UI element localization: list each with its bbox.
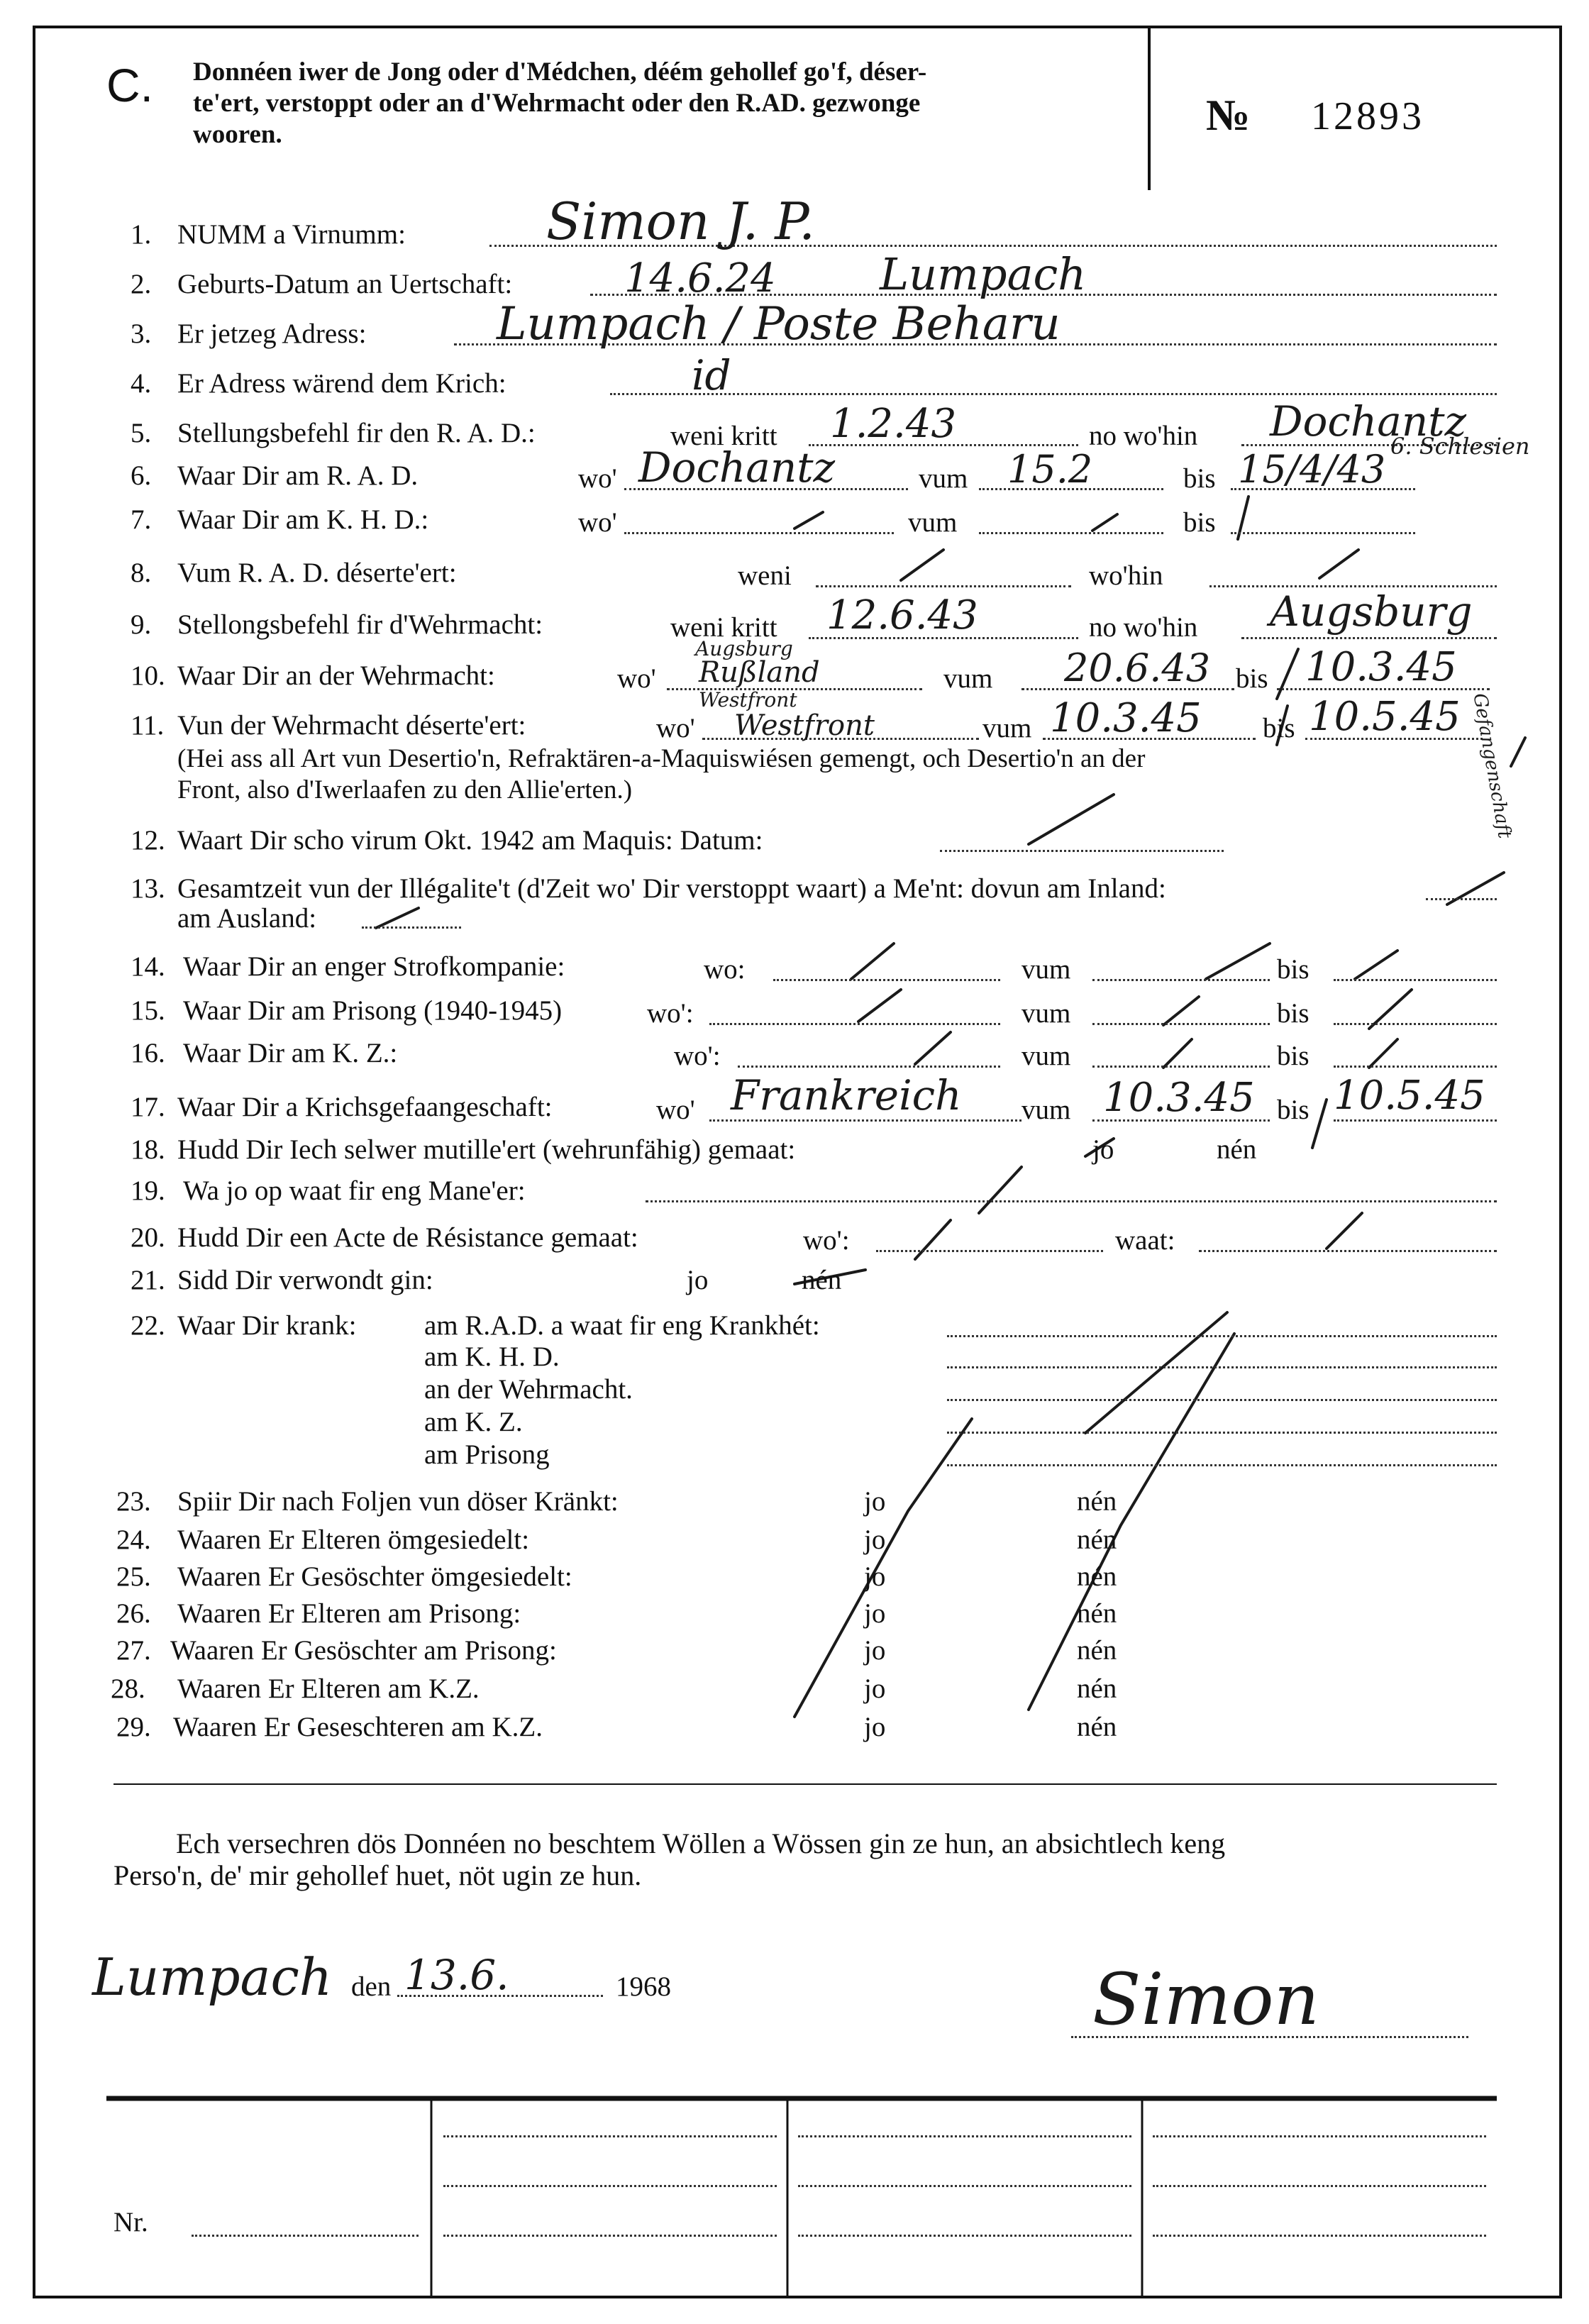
handwritten-place: Augsburg (1270, 587, 1473, 636)
row-number: 26. (116, 1598, 151, 1629)
fill-line (192, 2235, 419, 2237)
row-label: Spiir Dir nach Foljen vun döser Kränkt: (177, 1486, 619, 1517)
row-label: Waar Dir a Krichsgefaangeschaft: (177, 1092, 553, 1122)
fill-line (1199, 1250, 1497, 1252)
vum-label: vum (1022, 954, 1071, 985)
handwritten-note: 6. Schlesien (1390, 433, 1530, 460)
vum-label: vum (982, 713, 1032, 743)
weni-label: weni kritt (670, 421, 777, 451)
handwritten-place: Frankreich (731, 1071, 962, 1119)
row-label: Stellongsbefehl fir d'Wehrmacht: (177, 609, 543, 640)
slash-r14-wo (851, 944, 894, 979)
header-title-line: te'ert, verstoppt oder an d'Wehrmacht oder den R.AD. gezwonge (193, 89, 921, 118)
fill-line (709, 1023, 1000, 1025)
fill-line (1153, 2235, 1486, 2237)
row-number: 2. (131, 269, 152, 299)
wohin-label: no wo'hin (1089, 612, 1198, 643)
fill-line (443, 2135, 777, 2137)
jo-option: jo (864, 1561, 886, 1592)
handwritten-date: 1.2.43 (830, 401, 957, 447)
fill-line (798, 2185, 1131, 2187)
handwritten-date: 10.3.45 (1103, 1075, 1255, 1121)
row-label: Sidd Dir verwondt gin: (177, 1265, 433, 1295)
vum-label: vum (908, 507, 958, 538)
fill-line (1334, 979, 1497, 981)
slash-r10-bis (1277, 649, 1298, 699)
row-number: 1. (131, 219, 152, 250)
row-label: NUMM a Virnumm: (177, 219, 406, 250)
fill-line (947, 1335, 1497, 1337)
fill-line (624, 532, 894, 534)
jo-option: jo (864, 1598, 886, 1629)
fill-line (443, 2235, 777, 2237)
row-number: 19. (131, 1175, 165, 1206)
handwritten-war-address: id (692, 351, 731, 399)
nen-option: nén (1077, 1673, 1117, 1704)
fill-line (1153, 2135, 1486, 2137)
row-label: Hudd Dir Iech selwer mutille'ert (wehrunfähig) gemaat: (177, 1134, 796, 1165)
slash-r15-wo (858, 990, 901, 1022)
fill-line (610, 393, 1497, 395)
handwritten-place-top: Augsburg (695, 637, 793, 660)
bis-label: bis (1236, 663, 1268, 694)
row-number: 16. (131, 1038, 165, 1068)
wohin-label: wo'hin (1089, 560, 1163, 591)
row-label: Waaren Er Elteren am Prisong: (177, 1598, 521, 1629)
fill-line (940, 850, 1224, 852)
bis-label: bis (1277, 1041, 1310, 1071)
slash-r13-ausland (376, 908, 419, 928)
slash-r12 (1029, 795, 1114, 844)
jo-option: jo (864, 1673, 886, 1704)
row-sub-label: am K. Z. (424, 1407, 523, 1437)
row-number: 17. (131, 1092, 165, 1122)
row-number: 4. (131, 368, 152, 399)
handwritten-birthdate: 14.6.24 (624, 255, 776, 301)
fill-line (1092, 1023, 1270, 1025)
wo-label: wo': (674, 1041, 721, 1071)
fill-line (1334, 1066, 1497, 1068)
row-label: Waar Dir an enger Strofkompanie: (183, 951, 565, 982)
wo-label: wo': (647, 998, 694, 1029)
row-label: Er jetzeg Adress: (177, 319, 367, 349)
row-number: 3. (131, 319, 152, 349)
slash-r17-bis (1312, 1100, 1327, 1148)
bis-label: bis (1277, 1095, 1310, 1125)
slash-r7-wo (794, 512, 823, 529)
row-label: Waaren Er Gesöschter am Prisong: (170, 1635, 557, 1666)
row-label: Waar Dir am K. H. D.: (177, 504, 429, 535)
slash-r20-waat (1327, 1213, 1362, 1249)
fill-line (1334, 1023, 1497, 1025)
header-title (193, 57, 926, 150)
row-number: 25. (116, 1561, 151, 1592)
row-sub-label: an der Wehrmacht. (424, 1374, 633, 1405)
row-number: 27. (116, 1635, 151, 1666)
row-sub-label: am R.A.D. a waat fir eng Krankhét: (424, 1310, 820, 1341)
nen-option: nén (1077, 1635, 1117, 1666)
row-number: 29. (116, 1712, 151, 1742)
nen-option: nén (802, 1265, 842, 1295)
fill-line (646, 1200, 1497, 1202)
handwritten-date: 10.5.45 (1309, 694, 1461, 740)
jo-option: jo (864, 1486, 886, 1517)
row-label: Er Adress wärend dem Krich: (177, 368, 506, 399)
bis-label: bis (1183, 463, 1216, 494)
bis-label: bis (1277, 998, 1310, 1029)
row-number: 15. (131, 995, 165, 1026)
row-number: 6. (131, 460, 152, 491)
row-label: Waar Dir am K. Z.: (183, 1038, 398, 1068)
nen-option: nén (1077, 1561, 1117, 1592)
jo-option: jo (864, 1525, 886, 1555)
row-number: 7. (131, 504, 152, 535)
handwritten-name: Simon J. P. (546, 192, 816, 251)
row-label: Waar Dir krank: (177, 1310, 357, 1341)
nen-option: nén (1077, 1525, 1117, 1555)
fill-line (1153, 2185, 1486, 2187)
row-number: 9. (131, 609, 152, 640)
slash-r11-note (1511, 738, 1525, 766)
slash-r16-bis (1369, 1039, 1397, 1068)
row-label: Waar Dir an der Wehrmacht: (177, 660, 495, 691)
slash-r19 (979, 1167, 1022, 1213)
slash-r16-wo (915, 1032, 951, 1064)
nen-option: nén (1077, 1712, 1117, 1742)
slash-r16-vum (1163, 1039, 1192, 1068)
fill-line (1231, 532, 1415, 534)
fill-line (773, 979, 1000, 981)
handwritten-date: 13.6. (404, 1951, 509, 1999)
slash-r7-vum (1092, 514, 1117, 531)
row-number: 10. (131, 660, 165, 691)
row-number: 14. (131, 951, 165, 982)
vum-label: vum (919, 463, 968, 494)
waat-label: waat: (1115, 1225, 1175, 1256)
row-label: Waart Dir scho virum Okt. 1942 am Maquis: Datum: (177, 825, 763, 856)
fill-line (362, 926, 461, 929)
slash-r15-vum (1163, 997, 1199, 1025)
fill-line (709, 1119, 1022, 1122)
row-label: Waar Dir am Prisong (1940-1945) (183, 995, 563, 1026)
wo-label: wo' (578, 463, 617, 494)
fill-line (443, 2185, 777, 2187)
row-number: 22. (131, 1310, 165, 1341)
nr-label: Nr. (114, 2207, 148, 2237)
fill-line (947, 1399, 1497, 1401)
fill-line (798, 2135, 1131, 2137)
bis-label: bis (1263, 713, 1295, 743)
slash-nen-col (1029, 1334, 1234, 1710)
handwritten-signature: Simon (1092, 1958, 1319, 2041)
row-label: Waaren Er Geseschteren am K.Z. (173, 1712, 543, 1742)
fill-line (798, 2235, 1131, 2237)
row-label: Vum R. A. D. déserte'ert: (177, 558, 457, 588)
fill-line (1092, 1066, 1270, 1068)
row-number: 23. (116, 1486, 151, 1517)
jo-option: jo (864, 1635, 886, 1666)
jo-option: jo (864, 1712, 886, 1742)
handwritten-date: 15.2 (1007, 447, 1093, 492)
form-number: 12893 (1311, 94, 1424, 138)
row-number: 20. (131, 1222, 165, 1253)
bis-label: bis (1277, 954, 1310, 985)
fill-line (1334, 1119, 1497, 1122)
fill-line (876, 1250, 1103, 1252)
handwritten-date: 15/4/43 (1238, 447, 1386, 492)
weni-label: weni (738, 560, 792, 591)
fill-line (816, 585, 1071, 587)
row-number: 21. (131, 1265, 165, 1295)
row-sub-label: am K. H. D. (424, 1341, 560, 1372)
handwritten-address: Lumpach / Poste Beharu (497, 298, 1061, 350)
handwritten-date: 12.6.43 (826, 592, 978, 638)
wo-label: wo': (803, 1225, 850, 1256)
fill-line (979, 532, 1163, 534)
wo-label: wo' (617, 663, 656, 694)
row-label-2: am Ausland: (177, 903, 317, 934)
row-note: (Hei ass all Art vun Desertio'n, Refraktären-a-Maquiswiésen gemengt, och Desertio'n an der (177, 744, 1146, 773)
nen-option: nén (1217, 1134, 1257, 1165)
handwritten-place: Rußland (699, 656, 820, 689)
row-label: Wa jo op waat fir eng Mane'er: (183, 1175, 526, 1206)
fill-line (738, 1066, 1000, 1068)
header-title-line: Donnéen iwer de Jong oder d'Médchen, déém gehollef go'f, déser- (193, 57, 927, 87)
wo-label: wo' (578, 507, 617, 538)
row-number: 24. (116, 1525, 151, 1555)
fill-line (947, 1366, 1497, 1368)
vum-label: vum (943, 663, 993, 694)
handwritten-note: Gefangenschaft (1468, 692, 1515, 841)
nen-option: nén (1077, 1486, 1117, 1517)
fill-line (1426, 898, 1497, 900)
number-sign: № (1206, 92, 1251, 140)
row-label: Waaren Er Elteren ömgesiedelt: (177, 1525, 530, 1555)
slash-r8-wohin (1319, 550, 1358, 578)
declaration-line: Perso'n, de' mir gehollef huet, nöt ugin ze hun. (114, 1859, 642, 1891)
declaration-line: Ech versechren dös Donnéen no beschtem Wöllen a Wössen gin ze hun, an absichtlech keng (176, 1827, 1226, 1859)
wohin-label: no wo'hin (1089, 421, 1198, 451)
slash-r8-weni (901, 550, 943, 580)
row-number: 28. (111, 1673, 145, 1704)
wo-label: wo' (656, 1095, 695, 1125)
bis-label: bis (1183, 507, 1216, 538)
fill-line (1092, 979, 1270, 981)
slash-r14-bis (1355, 951, 1397, 979)
header-title-line: wooren. (193, 120, 282, 149)
row-label: Gesamtzeit vun der Illégalite't (d'Zeit wo' Dir verstoppt waart) a Me'nt: dovun am Inland: (177, 873, 1166, 904)
slash-r22 (1085, 1312, 1227, 1433)
vum-label: vum (1022, 998, 1071, 1029)
handwritten-place: Dochantz (638, 443, 836, 492)
slash-r14-vum (1206, 944, 1270, 979)
row-number: 8. (131, 558, 152, 588)
slash-r20-wo (915, 1220, 951, 1259)
row-note: Front, also d'Iwerlaafen zu den Allie'erten.) (177, 775, 633, 804)
year-label: 1968 (616, 1971, 671, 2002)
den-label: den (351, 1971, 392, 2002)
nen-option: nén (1077, 1598, 1117, 1629)
handwritten-date: 10.3.45 (1050, 695, 1202, 741)
weni-label: weni kritt (670, 612, 777, 643)
handwritten-place: Dochantz (1270, 397, 1467, 446)
row-number: 11. (131, 710, 165, 741)
row-label: Hudd Dir een Acte de Résistance gemaat: (177, 1222, 638, 1253)
handwritten-date: 20.6.43 (1064, 646, 1211, 690)
row-label: Vun der Wehrmacht déserte'ert: (177, 710, 526, 741)
row-label: Waaren Er Gesöschter ömgesiedelt: (177, 1561, 572, 1592)
row-sub-label: am Prisong (424, 1439, 550, 1470)
wo-label: wo: (704, 954, 746, 985)
row-number: 13. (131, 873, 165, 904)
wo-label: wo' (656, 713, 695, 743)
fill-line (947, 1464, 1497, 1466)
jo-option: jo (687, 1265, 709, 1295)
vum-label: vum (1022, 1095, 1071, 1125)
section-letter: C. (106, 59, 153, 111)
handwritten-birthplace: Lumpach (880, 248, 1087, 300)
row-label: Geburts-Datum an Uertschaft: (177, 269, 513, 299)
handwritten-place: Westfront (734, 709, 875, 742)
handwritten-place: Lumpach (92, 1947, 333, 2007)
row-label: Waar Dir am R. A. D. (177, 460, 419, 491)
row-number: 18. (131, 1134, 165, 1165)
row-number: 5. (131, 418, 152, 448)
handwritten-place-top: Westfront (699, 688, 797, 712)
jo-option: jo (1092, 1134, 1114, 1165)
fill-line (1241, 637, 1497, 639)
vum-label: vum (1022, 1041, 1071, 1071)
handwritten-date: 10.3.45 (1305, 644, 1457, 690)
row-label: Waaren Er Elteren am K.Z. (177, 1673, 480, 1704)
fill-line (947, 1432, 1497, 1434)
row-label: Stellungsbefehl fir den R. A. D.: (177, 418, 536, 448)
handwritten-date: 10.5.45 (1334, 1073, 1485, 1119)
row-number: 12. (131, 825, 165, 856)
